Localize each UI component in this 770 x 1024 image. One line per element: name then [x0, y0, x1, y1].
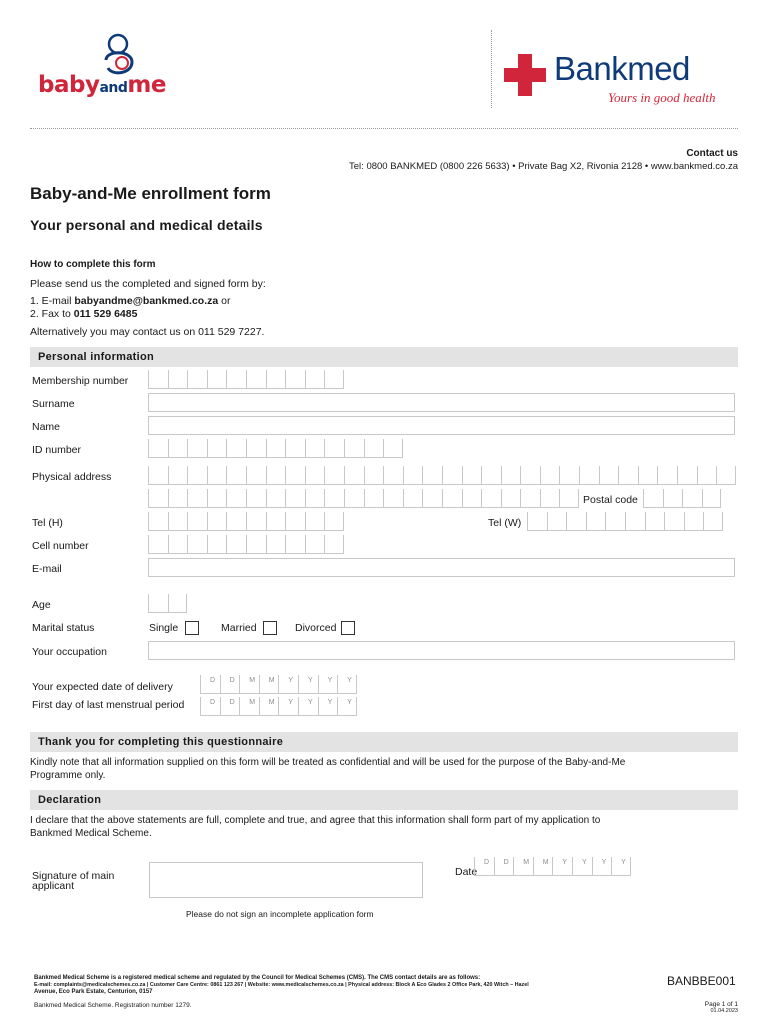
input-cell[interactable] — [364, 439, 384, 458]
input-cell[interactable] — [226, 489, 246, 508]
logo-text-me: me — [127, 72, 166, 98]
date-cell[interactable]: Y — [318, 697, 338, 716]
declaration-line-2: Bankmed Medical Scheme. — [30, 828, 152, 839]
input-cell[interactable] — [207, 489, 227, 508]
input-cell[interactable] — [682, 489, 702, 508]
date-cell[interactable]: D — [474, 857, 494, 876]
input-cell[interactable] — [501, 466, 521, 485]
input-cell[interactable] — [462, 489, 482, 508]
input-cell[interactable] — [559, 466, 579, 485]
input-cell[interactable] — [677, 466, 697, 485]
input-cell[interactable] — [540, 489, 560, 508]
input-cell[interactable] — [285, 489, 305, 508]
input-cell[interactable] — [324, 535, 344, 554]
logo-text-and: and — [99, 80, 128, 96]
surname-input[interactable] — [148, 393, 735, 412]
name-input[interactable] — [148, 416, 735, 435]
input-cell[interactable] — [187, 512, 207, 531]
registration-number: Bankmed Medical Scheme. Registration number 1279. — [34, 1002, 192, 1009]
input-cell[interactable] — [168, 594, 188, 613]
tel-home-input[interactable] — [148, 512, 344, 531]
input-cell[interactable] — [579, 466, 599, 485]
input-cell[interactable] — [168, 489, 188, 508]
physical-address-line-1[interactable] — [148, 466, 736, 485]
input-cell[interactable] — [226, 370, 246, 389]
enrollment-email: babyandme@bankmed.co.za — [74, 295, 219, 307]
input-cell[interactable] — [324, 466, 344, 485]
single-checkbox[interactable] — [185, 621, 199, 635]
postal-code-input[interactable] — [643, 489, 721, 508]
input-cell[interactable] — [246, 466, 266, 485]
input-cell[interactable] — [148, 439, 168, 458]
babyandme-logo — [38, 30, 168, 104]
input-cell[interactable] — [187, 439, 207, 458]
form-date: 01.04.2023 — [710, 1008, 738, 1014]
date-cell[interactable]: Y — [298, 697, 318, 716]
input-cell[interactable] — [148, 512, 168, 531]
input-cell[interactable] — [168, 512, 188, 531]
input-cell[interactable] — [618, 466, 638, 485]
input-cell[interactable] — [324, 512, 344, 531]
input-cell[interactable] — [657, 466, 677, 485]
input-cell[interactable] — [246, 439, 266, 458]
input-cell[interactable] — [643, 489, 663, 508]
footer-line-3: Avenue, Eco Park Estate, Centurion, 0157 — [34, 989, 153, 995]
personal-info-heading: Personal information — [30, 347, 738, 367]
lmp-date-input[interactable] — [200, 697, 357, 716]
page-number: Page 1 of 1 — [704, 1001, 738, 1008]
date-cell[interactable]: D — [220, 675, 240, 694]
single-label: Single — [149, 622, 179, 634]
input-cell[interactable] — [344, 466, 364, 485]
physical-address-label: Physical address — [32, 471, 112, 483]
input-cell[interactable] — [266, 512, 286, 531]
lmp-label: First day of last menstrual period — [32, 699, 185, 711]
date-cell[interactable]: M — [239, 675, 259, 694]
input-cell[interactable] — [442, 489, 462, 508]
input-cell[interactable] — [266, 466, 286, 485]
input-cell[interactable] — [605, 512, 625, 531]
thanks-heading: Thank you for completing this questionnaire — [30, 732, 738, 752]
date-cell[interactable]: M — [259, 675, 279, 694]
date-cell[interactable]: Y — [337, 675, 357, 694]
tel-work-input[interactable] — [527, 512, 723, 531]
date-cell[interactable]: M — [513, 857, 533, 876]
bankmed-logo — [504, 50, 724, 110]
input-cell[interactable] — [305, 535, 325, 554]
input-cell[interactable] — [547, 512, 567, 531]
form-subtitle: Your personal and medical details — [30, 217, 263, 233]
input-cell[interactable] — [187, 535, 207, 554]
input-cell[interactable] — [168, 439, 188, 458]
red-cross-icon — [504, 54, 546, 96]
declaration-heading: Declaration — [30, 790, 738, 810]
input-cell[interactable] — [168, 535, 188, 554]
input-cell[interactable] — [226, 535, 246, 554]
input-cell[interactable] — [305, 512, 325, 531]
date-cell[interactable]: D — [220, 697, 240, 716]
footer-line-2: E-mail: complaints@medicalschemes.co.za | Customer Care Centre: 0861 123 267 | Website: www.medicalschemes.co.za | Physical address: Block A Eco Glades 2 Office Park, 420 Witch – Hazel — [34, 982, 529, 988]
input-cell[interactable] — [566, 512, 586, 531]
signature-warning: Please do not sign an incomplete application form — [186, 909, 374, 919]
input-cell[interactable] — [187, 466, 207, 485]
signature-label: Signature of main applicant — [32, 870, 115, 892]
input-cell[interactable] — [422, 489, 442, 508]
form-title: Baby-and-Me enrollment form — [30, 184, 271, 203]
input-cell[interactable] — [305, 439, 325, 458]
input-cell[interactable] — [226, 466, 246, 485]
age-label: Age — [32, 599, 51, 611]
input-cell[interactable] — [148, 489, 168, 508]
logo-text-baby: baby — [38, 72, 100, 98]
input-cell[interactable] — [599, 466, 619, 485]
input-cell[interactable] — [207, 535, 227, 554]
input-cell[interactable] — [266, 370, 286, 389]
input-cell[interactable] — [383, 489, 403, 508]
input-cell[interactable] — [148, 594, 168, 613]
date-cell[interactable]: M — [259, 697, 279, 716]
input-cell[interactable] — [625, 512, 645, 531]
email-input[interactable] — [148, 558, 735, 577]
input-cell[interactable] — [364, 489, 384, 508]
input-cell[interactable] — [246, 489, 266, 508]
occupation-input[interactable] — [148, 641, 735, 660]
input-cell[interactable] — [305, 466, 325, 485]
married-label: Married — [221, 622, 257, 634]
input-cell[interactable] — [285, 535, 305, 554]
delivery-date-label: Your expected date of delivery — [32, 681, 173, 693]
input-cell[interactable] — [422, 466, 442, 485]
input-cell[interactable] — [285, 512, 305, 531]
thanks-line-1: Kindly note that all information supplied on this form will be treated as confidential and will be used for the purpose of the Baby-and-Me — [30, 757, 626, 768]
date-cell[interactable]: Y — [592, 857, 612, 876]
header-bottom-rule — [30, 128, 738, 129]
divorced-label: Divorced — [295, 622, 337, 634]
date-cell[interactable]: Y — [278, 697, 298, 716]
input-cell[interactable] — [481, 489, 501, 508]
input-cell[interactable] — [148, 466, 168, 485]
date-cell[interactable]: Y — [337, 697, 357, 716]
date-cell[interactable]: Y — [572, 857, 592, 876]
input-cell[interactable] — [285, 466, 305, 485]
input-cell[interactable] — [527, 512, 547, 531]
input-cell[interactable] — [559, 489, 579, 508]
input-cell[interactable] — [697, 466, 717, 485]
id-number-label: ID number — [32, 444, 82, 456]
membership-label: Membership number — [32, 375, 129, 387]
date-cell[interactable]: D — [200, 675, 220, 694]
signature-box[interactable] — [149, 862, 423, 898]
postal-code-label: Postal code — [583, 494, 638, 506]
physical-address-line-2[interactable] — [148, 489, 579, 508]
input-cell[interactable] — [207, 512, 227, 531]
input-cell[interactable] — [684, 512, 704, 531]
input-cell[interactable] — [586, 512, 606, 531]
how-to-intro: Please send us the completed and signed form by: — [30, 278, 266, 290]
membership-number-input[interactable] — [148, 370, 344, 389]
input-cell[interactable] — [226, 439, 246, 458]
date-cell[interactable]: Y — [298, 675, 318, 694]
input-cell[interactable] — [462, 466, 482, 485]
contact-line: Tel: 0800 BANKMED (0800 226 5633) • Private Bag X2, Rivonia 2128 • www.bankmed.co.za — [349, 161, 738, 172]
input-cell[interactable] — [266, 489, 286, 508]
input-cell[interactable] — [168, 370, 188, 389]
bankmed-tagline: Yours in good health — [608, 90, 716, 105]
input-cell[interactable] — [403, 466, 423, 485]
name-label: Name — [32, 421, 61, 433]
date-cell[interactable]: D — [494, 857, 514, 876]
input-cell[interactable] — [520, 489, 540, 508]
declaration-date-input[interactable] — [474, 857, 631, 876]
id-number-input[interactable] — [148, 439, 403, 458]
cell-number-input[interactable] — [148, 535, 344, 554]
option-email: 1. E-mail babyandme@bankmed.co.za or — [30, 295, 231, 307]
contact-title: Contact us — [686, 148, 738, 159]
form-code: BANBBE001 — [667, 974, 736, 988]
input-cell[interactable] — [664, 512, 684, 531]
tel-work-label: Tel (W) — [488, 517, 522, 529]
date-cell[interactable]: M — [533, 857, 553, 876]
input-cell[interactable] — [266, 535, 286, 554]
input-cell[interactable] — [168, 466, 188, 485]
delivery-date-input[interactable] — [200, 675, 357, 694]
input-cell[interactable] — [148, 535, 168, 554]
date-cell[interactable]: Y — [318, 675, 338, 694]
input-cell[interactable] — [716, 466, 736, 485]
input-cell[interactable] — [442, 466, 462, 485]
input-cell[interactable] — [285, 439, 305, 458]
how-to-heading: How to complete this form — [30, 259, 156, 270]
email-label: E-mail — [32, 563, 62, 575]
input-cell[interactable] — [638, 466, 658, 485]
enrollment-fax: 011 529 6485 — [73, 308, 138, 320]
input-cell[interactable] — [187, 489, 207, 508]
date-cell[interactable]: M — [239, 697, 259, 716]
header-divider — [491, 30, 492, 108]
input-cell[interactable] — [226, 512, 246, 531]
occupation-label: Your occupation — [32, 646, 107, 658]
input-cell[interactable] — [520, 466, 540, 485]
input-cell[interactable] — [207, 370, 227, 389]
divorced-checkbox[interactable] — [341, 621, 355, 635]
input-cell[interactable] — [663, 489, 683, 508]
bankmed-name: Bankmed — [554, 50, 690, 87]
input-cell[interactable] — [324, 439, 344, 458]
input-cell[interactable] — [501, 489, 521, 508]
date-cell[interactable]: Y — [611, 857, 631, 876]
input-cell[interactable] — [266, 439, 286, 458]
input-cell[interactable] — [645, 512, 665, 531]
input-cell[interactable] — [344, 439, 364, 458]
input-cell[interactable] — [403, 489, 423, 508]
thanks-line-2: Programme only. — [30, 770, 106, 781]
footer-line-1: Bankmed Medical Scheme is a registered medical scheme and regulated by the Council for Medical Schemes (CMS). The CMS contact details are as follows: — [34, 975, 481, 981]
input-cell[interactable] — [305, 489, 325, 508]
input-cell[interactable] — [481, 466, 501, 485]
date-cell[interactable]: Y — [552, 857, 572, 876]
option-fax: 2. Fax to 011 529 6485 — [30, 308, 138, 320]
input-cell[interactable] — [148, 370, 168, 389]
date-cell[interactable]: Y — [278, 675, 298, 694]
input-cell[interactable] — [187, 370, 207, 389]
marital-status-label: Marital status — [32, 622, 95, 634]
age-input[interactable] — [148, 594, 187, 613]
input-cell[interactable] — [285, 370, 305, 389]
married-checkbox[interactable] — [263, 621, 277, 635]
input-cell[interactable] — [702, 489, 722, 508]
cell-number-label: Cell number — [32, 540, 89, 552]
date-label: Date — [455, 866, 478, 878]
input-cell[interactable] — [324, 489, 344, 508]
input-cell[interactable] — [344, 489, 364, 508]
input-cell[interactable] — [383, 439, 403, 458]
input-cell[interactable] — [540, 466, 560, 485]
input-cell[interactable] — [324, 370, 344, 389]
tel-home-label: Tel (H) — [32, 517, 63, 529]
input-cell[interactable] — [246, 535, 266, 554]
surname-label: Surname — [32, 398, 75, 410]
input-cell[interactable] — [207, 466, 227, 485]
date-cell[interactable]: D — [200, 697, 220, 716]
input-cell[interactable] — [207, 439, 227, 458]
input-cell[interactable] — [246, 370, 266, 389]
input-cell[interactable] — [364, 466, 384, 485]
declaration-line-1: I declare that the above statements are full, complete and true, and agree that this information shall form part of my application to — [30, 815, 601, 826]
input-cell[interactable] — [246, 512, 266, 531]
input-cell[interactable] — [703, 512, 723, 531]
input-cell[interactable] — [383, 466, 403, 485]
alternative-contact: Alternatively you may contact us on 011 529 7227. — [30, 326, 265, 338]
input-cell[interactable] — [305, 370, 325, 389]
